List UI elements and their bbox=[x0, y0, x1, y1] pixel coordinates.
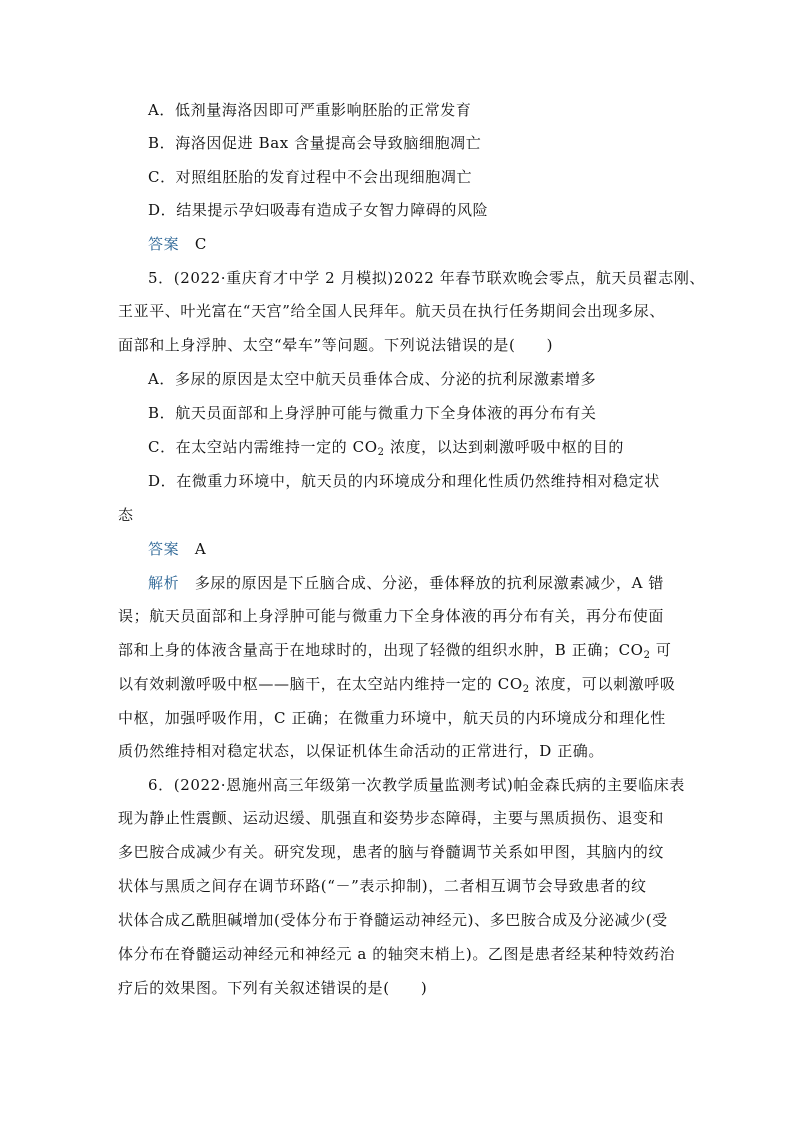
q5-option-c-sub: 2 bbox=[377, 447, 385, 458]
q5-analysis-3-sub: 2 bbox=[643, 650, 651, 661]
q5-answer-value: A bbox=[194, 540, 207, 558]
q5-option-b: B．航天员面部和上身浮肿可能与微重力下全身体液的再分布有关 bbox=[148, 404, 597, 422]
q6-stem-line-3: 多巴胺合成减少有关。研究发现，患者的脑与脊髓调节关系如甲图，其脑内的纹 bbox=[118, 843, 665, 861]
q5-analysis-line-5: 中枢，加强呼吸作用，C 正确；在微重力环境中，航天员的内环境成分和理化性 bbox=[118, 709, 666, 727]
q5-option-d-line-2: 态 bbox=[118, 506, 134, 524]
q6-stem-line-4: 状体与黑质之间存在调节环路(“－”表示抑制)，二者相互调节会导致患者的纹 bbox=[118, 877, 647, 895]
q5-analysis-label: 解析 bbox=[148, 574, 180, 592]
q5-analysis-line-1 bbox=[148, 572, 708, 594]
q5-analysis-4b: 浓度，可以刺激呼吸 bbox=[529, 675, 676, 693]
q5-analysis-text-1: 多尿的原因是下丘脑合成、分泌，垂体释放的抗利尿激素减少，A 错 bbox=[194, 574, 665, 592]
q5-analysis-line-4 bbox=[118, 673, 678, 695]
q5-analysis-3b: 可 bbox=[650, 641, 672, 659]
q4-option-b: B．海洛因促进 Bax 含量提高会导致脑细胞凋亡 bbox=[148, 134, 482, 152]
q4-answer bbox=[148, 233, 708, 255]
q4-answer-label: 答案 bbox=[148, 235, 180, 253]
q5-option-c bbox=[148, 436, 708, 458]
q6-stem-line-1: 6．(2022·恩施州高三年级第一次教学质量监测考试)帕金森氏病的主要临床表 bbox=[148, 776, 685, 794]
q4-option-a: A．低剂量海洛因即可严重影响胚胎的正常发育 bbox=[148, 101, 472, 119]
q5-analysis-line-3 bbox=[118, 639, 678, 661]
q5-answer bbox=[148, 538, 708, 560]
q4-option-d: D．结果提示孕妇吸毒有造成子女智力障碍的风险 bbox=[148, 201, 489, 219]
q4-answer-value: C bbox=[194, 235, 207, 253]
q5-option-c-post: 浓度，以达到刺激呼吸中枢的目的 bbox=[384, 438, 624, 456]
q5-analysis-line-6: 质仍然维持相对稳定状态，以保证机体生命活动的正常进行，D 正确。 bbox=[118, 742, 604, 760]
q5-analysis-3a: 部和上身的体液含量高于在地球时的，出现了轻微的组织水肿，B 正确；CO bbox=[118, 641, 644, 659]
q5-option-d-line-1: D．在微重力环境中，航天员的内环境成分和理化性质仍然维持相对稳定状 bbox=[148, 472, 660, 490]
q6-stem-line-2: 现为静止性震颤、运动迟缓、肌强直和姿势步态障碍，主要与黑质损伤、退变和 bbox=[118, 809, 665, 827]
q5-analysis-line-2: 误；航天员面部和上身浮肿可能与微重力下全身体液的再分布有关，再分布使面 bbox=[118, 607, 665, 625]
q5-option-a: A．多尿的原因是太空中航天员垂体合成、分泌的抗利尿激素增多 bbox=[148, 370, 597, 388]
q5-stem-line-1: 5．(2022·重庆育才中学 2 月模拟)2022 年春节联欢晚会零点，航天员翟志刚、 bbox=[148, 269, 706, 287]
q6-stem-line-7: 疗后的效果图。下列有关叙述错误的是( ) bbox=[118, 979, 428, 997]
q5-option-c-pre: C．在太空站内需维持一定的 CO bbox=[148, 438, 378, 456]
q5-stem-line-3: 面部和上身浮肿、太空“晕车”等问题。下列说法错误的是( ) bbox=[118, 336, 554, 354]
q5-analysis-4a: 以有效刺激呼吸中枢——脑干，在太空站内维持一定的 CO bbox=[118, 675, 523, 693]
q6-stem-line-6: 体分布在脊髓运动神经元和神经元 a 的轴突末梢上)。乙图是患者经某种特效药治 bbox=[118, 945, 676, 963]
q5-answer-label: 答案 bbox=[148, 540, 180, 558]
q6-stem-line-5: 状体合成乙酰胆碱增加(受体分布于脊髓运动神经元)、多巴胺合成及分泌减少(受 bbox=[118, 911, 668, 929]
q5-stem-line-2: 王亚平、叶光富在“天宫”给全国人民拜年。航天员在执行任务期间会出现多尿、 bbox=[118, 302, 665, 320]
q4-option-c: C．对照组胚胎的发育过程中不会出现细胞凋亡 bbox=[148, 168, 473, 186]
q5-analysis-4-sub: 2 bbox=[522, 684, 530, 695]
